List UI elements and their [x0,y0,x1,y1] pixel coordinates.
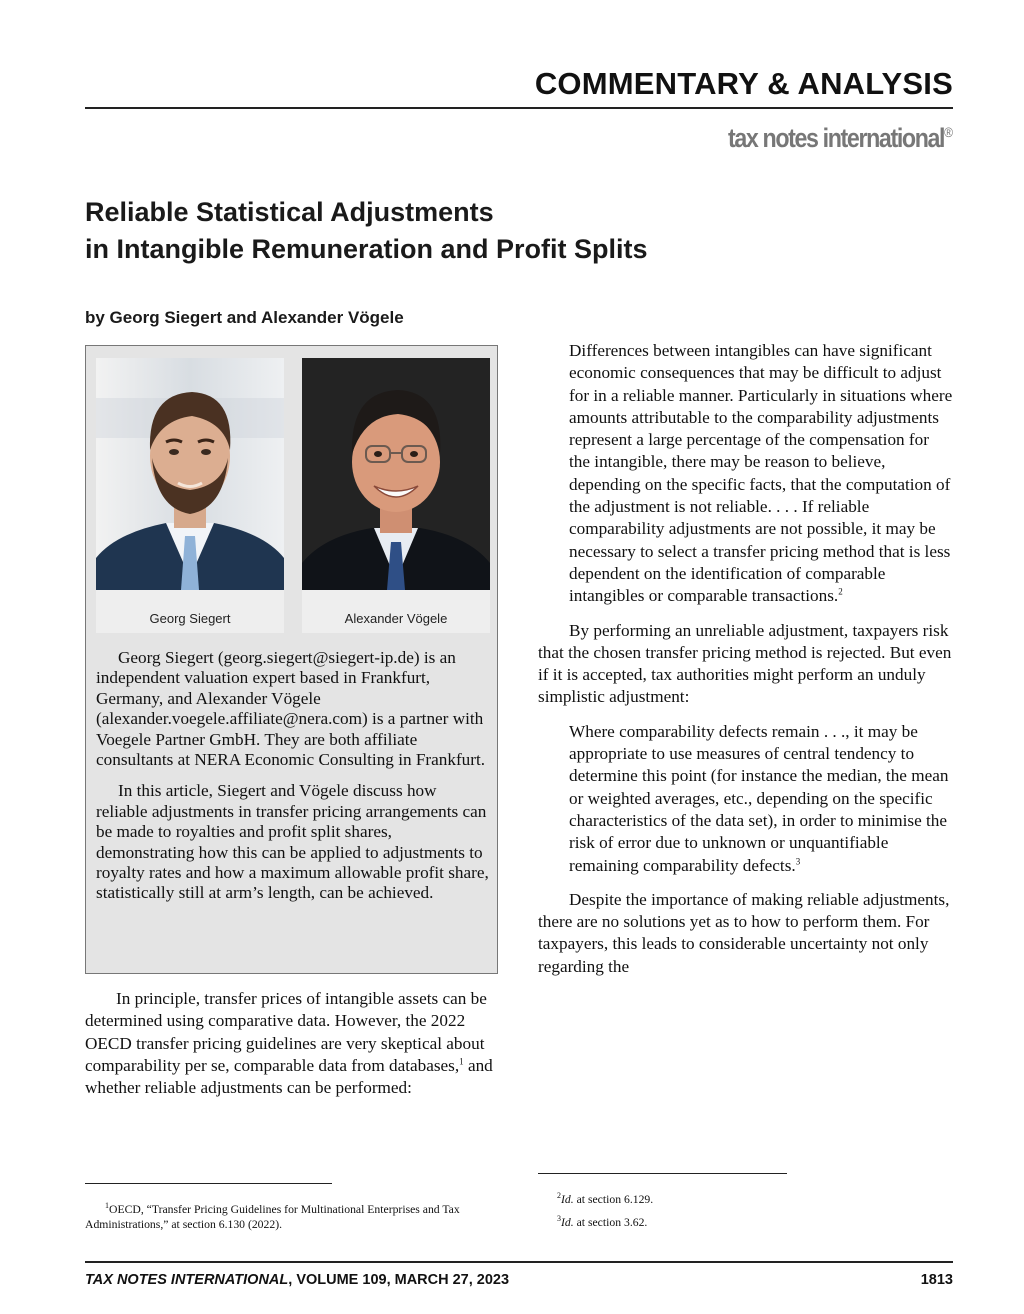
right-column [538,340,953,990]
footnote-ref[interactable]: 2 [838,586,843,597]
author-card-siegert [96,358,284,633]
footnote-text: at section 3.62. [573,1215,648,1229]
author-bio [96,648,489,915]
brand-name: tax notes international [728,123,945,153]
registered-mark: ® [944,124,953,140]
footnote-1 [85,1198,505,1232]
footnote-text: OECD, “Transfer Pricing Guidelines for Multinational Enterprises and Tax Administrations,” at section 6.130 (2022). [85,1202,460,1231]
block-quote [569,721,953,877]
page-header [85,64,953,155]
author-card-voegele [302,358,490,633]
article-title [85,194,845,268]
author-bio-paragraph: Georg Siegert (georg.siegert@siegert-ip.de) is an independent valuation expert based in Frankfurt, Germany, and Alexander Vögele (alexander.voegele.affiliate@nera.com) is a partner with Voegele Partner GmbH. They are both affiliate consultants at NERA Economic Consulting in Frankfurt. [96,648,486,770]
page-footer [85,1261,953,1288]
article-title-line-2: in Intangible Remuneration and Profit Splits [85,234,648,264]
footnote-3 [557,1211,857,1230]
author-photo-siegert [96,358,284,590]
footnote-id: Id. [561,1215,574,1229]
footnote-text: at section 6.129. [573,1192,654,1206]
footnote-ref[interactable]: 1 [459,1056,464,1067]
header-rule [85,107,953,109]
quote-text: Differences between intangibles can have significant economic consequences that may be difficult to adjust for in a reliable manner. Particularly in situations where amounts attributable to the comparability adjustments represent a large percentage of the compensation for the intangible, there may be reason to believe, depending on the specific facts, that the computation of the adjustment is not reliable. . . . If reliable comparability adjustments are not possible, it may be necessary to select a transfer pricing method that is less dependent on the identification of comparable intangibles or comparable transactions. [569,341,953,606]
footnote-number: 2 [557,1191,561,1200]
author-box [85,345,498,974]
author-photo-voegele [302,358,490,590]
body-paragraph [85,988,500,1099]
footer-publication: TAX NOTES INTERNATIONAL [85,1272,289,1288]
author-photo-caption: Alexander Vögele [344,611,448,626]
footnote-number: 3 [557,1214,561,1223]
quote-text: Where comparability defects remain . . ., it may be appropriate to use measures of central tendency to determine this point (for instance the median, the mean or weighted averages, etc., depending on the specific characteristics of the data set), in order to minimise the risk of error due to unknown or unquantifiable remaining comparability defects. [569,721,949,875]
block-quote [569,340,953,608]
body-paragraph: Despite the importance of making reliable adjustments, there are no solutions yet as to how to perform them. For taxpayers, this leads to considerable uncertainty not only regarding the [538,889,950,976]
page-number: 1813 [920,1272,953,1288]
footnote-rule [85,1183,332,1184]
article-summary-paragraph: In this article, Siegert and Vögele discuss how reliable adjustments in transfer pricing arrangements can be made to royalties and profit split shares, demonstrating how this can be applied to adjustments to royalty rates and how a maximum allowable profit share, statistically still at arm’s length, can be achieved. [96,781,489,903]
section-title: COMMENTARY & ANALYSIS [534,66,953,101]
footnote-id: Id. [561,1192,574,1206]
author-photo-caption: Georg Siegert [149,611,231,626]
footnote-2 [557,1188,857,1207]
footnote-ref[interactable]: 3 [795,855,801,866]
footnote-number: 1 [105,1201,109,1210]
body-text: In principle, transfer prices of intangible assets can be determined using comparative data. However, the 2022 OECD transfer pricing guidelines are very skeptical about comparability per se, comparable data from databases, [85,989,487,1075]
body-paragraph: By performing an unreliable adjustment, taxpayers risk that the chosen transfer pricing method is rejected. But even if it is accepted, tax authorities might perform an unduly simplistic adjustment: [538,620,952,707]
body-text: and whether reliable adjustments can be performed: [85,1055,493,1098]
footnote-rule [538,1173,787,1174]
left-column [85,988,500,1111]
publication-logo [207,115,953,155]
byline: by Georg Siegert and Alexander Vögele [85,308,404,327]
article-title-line-1: Reliable Statistical Adjustments [85,197,494,227]
footer-issue: , VOLUME 109, MARCH 27, 2023 [288,1272,510,1288]
